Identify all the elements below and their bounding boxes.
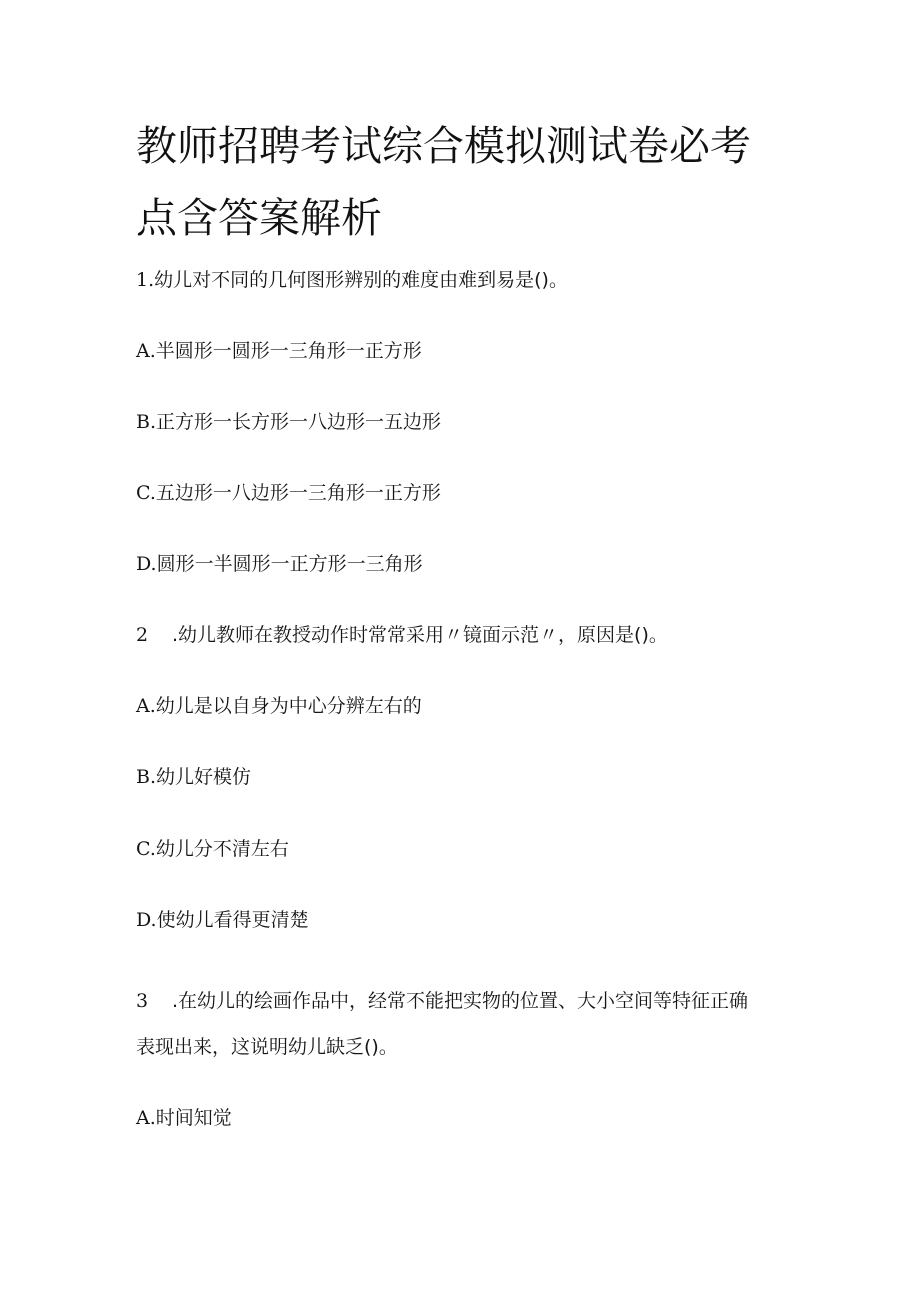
option-text: 幼儿是以自身为中心分辨左右的 bbox=[155, 695, 422, 717]
question-1-option-c bbox=[136, 481, 441, 505]
question-3-stem bbox=[136, 978, 796, 1070]
option-text: 时间知觉 bbox=[155, 1107, 232, 1129]
option-text: 圆形一半圆形一正方形一三角形 bbox=[156, 553, 423, 575]
question-2-stem bbox=[136, 623, 668, 647]
question-2-option-c bbox=[136, 837, 289, 861]
option-label: D. bbox=[136, 553, 157, 575]
question-1-option-b bbox=[136, 410, 441, 434]
option-text: 使幼儿看得更清楚 bbox=[156, 909, 309, 931]
question-3-number: 3 bbox=[136, 990, 149, 1012]
question-2-text: .幼儿教师在教授动作时常常采用〃镜面示范〃，原因是()。 bbox=[172, 624, 668, 646]
question-1-option-a bbox=[136, 339, 422, 363]
option-text: 幼儿分不清左右 bbox=[155, 838, 289, 860]
question-3-stem-line-1 bbox=[136, 978, 796, 1024]
title-line-1: 教师招聘考试综合模拟测试卷必考 bbox=[136, 122, 751, 170]
option-label: B. bbox=[136, 766, 157, 788]
question-2-number: 2 bbox=[136, 624, 149, 646]
question-2-option-d bbox=[136, 908, 309, 932]
question-3-option-a bbox=[136, 1106, 232, 1130]
option-text: 五边形一八边形一三角形一正方形 bbox=[155, 482, 441, 504]
option-label: A. bbox=[136, 340, 156, 362]
option-label: A. bbox=[136, 1107, 156, 1129]
question-3-text-line-1: .在幼儿的绘画作品中，经常不能把实物的位置、大小空间等特征正确 bbox=[172, 990, 749, 1012]
title-line-2: 点含答案解析 bbox=[136, 194, 382, 242]
option-label: A. bbox=[136, 695, 156, 717]
option-label: C. bbox=[136, 482, 156, 504]
question-2-option-a bbox=[136, 694, 422, 718]
question-1-stem bbox=[136, 268, 568, 292]
question-1-text: 幼儿对不同的几何图形辨别的难度由难到易是()。 bbox=[154, 269, 568, 291]
option-text: 半圆形一圆形一三角形一正方形 bbox=[155, 340, 422, 362]
option-label: D. bbox=[136, 909, 157, 931]
option-text: 正方形一长方形一八边形一五边形 bbox=[156, 411, 442, 433]
option-label: B. bbox=[136, 411, 157, 433]
question-2-option-b bbox=[136, 765, 251, 789]
question-1-option-d bbox=[136, 552, 423, 576]
document-title bbox=[136, 110, 786, 254]
question-1-number: 1. bbox=[136, 269, 155, 291]
option-label: C. bbox=[136, 838, 156, 860]
question-3-stem-line-2: 表现出来，这说明幼儿缺乏()。 bbox=[136, 1036, 398, 1058]
option-text: 幼儿好模仿 bbox=[156, 766, 252, 788]
